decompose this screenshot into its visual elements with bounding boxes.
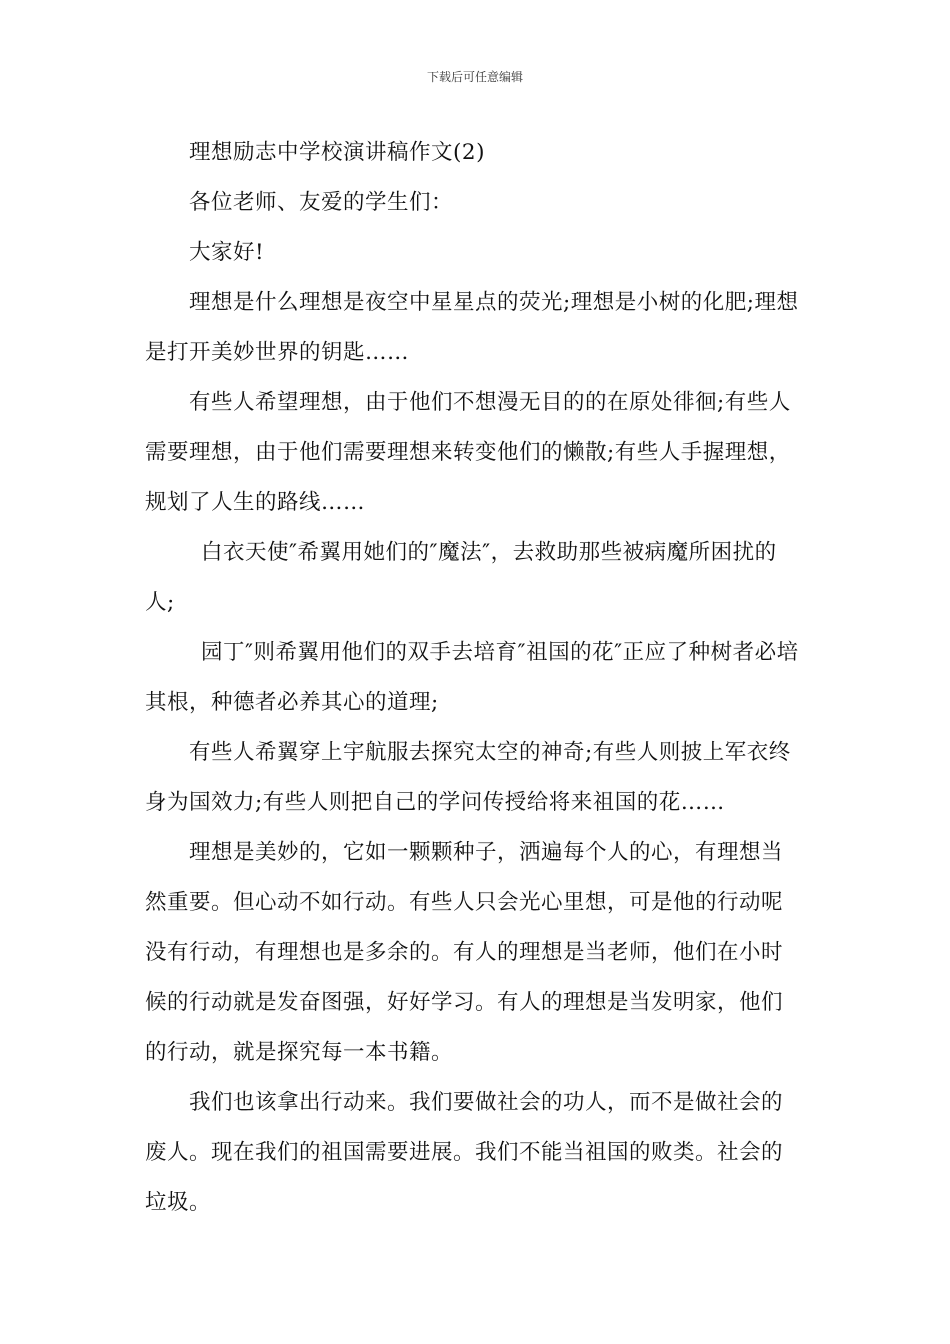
document-body bbox=[145, 128, 800, 1228]
document-title: 理想励志中学校演讲稿作文(2) bbox=[189, 140, 485, 165]
paragraph-3: 白衣天使″希翼用她们的″魔法″，去救助那些被病魔所困扰的人; bbox=[145, 540, 777, 615]
hello-line: 大家好! bbox=[189, 240, 265, 265]
paragraph-2: 有些人希望理想，由于他们不想漫无目的的在原处徘徊;有些人需要理想，由于他们需要理想来转变他们的懒散;有些人手握理想，规划了人生的路线…… bbox=[145, 390, 791, 515]
paragraph-5: 有些人希翼穿上宇航服去探究太空的神奇;有些人则披上军衣终身为国效力;有些人则把自己的学问传授给将来祖国的花…… bbox=[145, 740, 791, 815]
paragraph-1: 理想是什么理想是夜空中星星点的荧光;理想是小树的化肥;理想是打开美妙世界的钥匙…… bbox=[145, 290, 799, 365]
page-header-note: 下载后可任意编辑 bbox=[426, 70, 523, 84]
paragraph-4: 园丁″则希翼用他们的双手去培育″祖国的花″正应了种树者必培其根，种德者必养其心的道理; bbox=[145, 640, 799, 715]
greeting-line: 各位老师、友爱的学生们： bbox=[189, 190, 454, 215]
paragraph-6: 理想是美妙的，它如一颗颗种子，洒遍每个人的心，有理想当然重要。但心动不如行动。有些人只会光心里想，可是他的行动呢没有行动，有理想也是多余的。有人的理想是当老师，他们在小时候的行动就是发奋图强，好好学习。有人的理想是当发明家，他们的行动，就是探究每一本书籍。 bbox=[145, 840, 784, 1065]
paragraph-7: 我们也该拿出行动来。我们要做社会的功人，而不是做社会的废人。现在我们的祖国需要进展。我们不能当祖国的败类。社会的垃圾。 bbox=[145, 1090, 784, 1215]
